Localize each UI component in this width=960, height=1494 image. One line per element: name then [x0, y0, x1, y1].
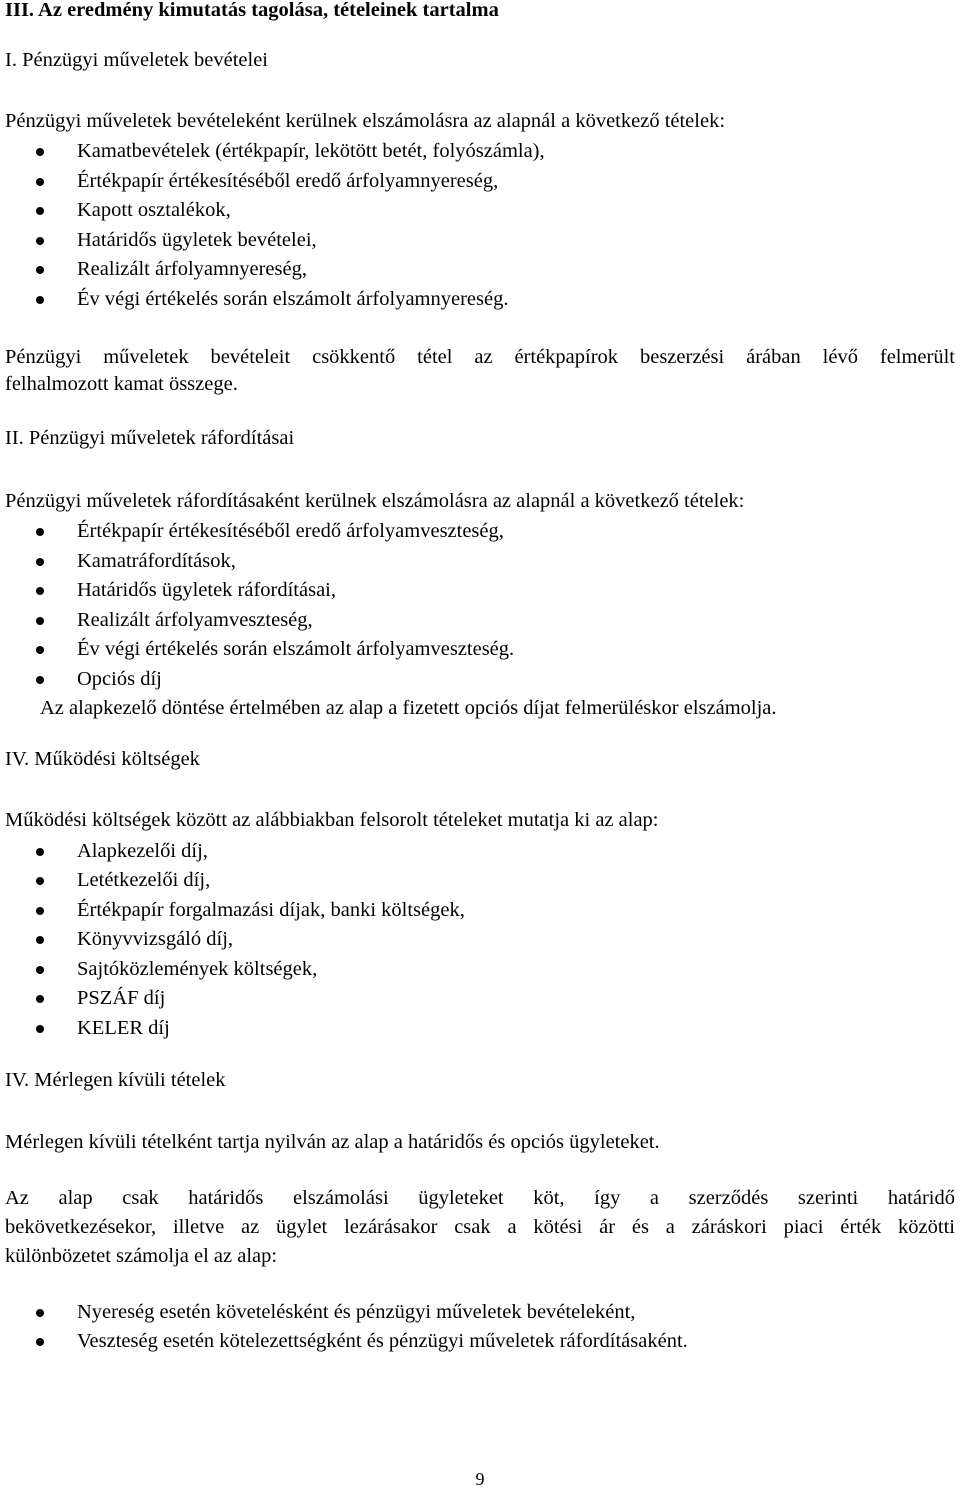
bullet-icon	[36, 1309, 44, 1317]
section-1-title: I. Pénzügyi műveletek bevételei	[5, 49, 268, 71]
list-item: PSZÁF díj	[77, 987, 166, 1009]
list-item: Kamatbevételek (értékpapír, lekötött betét, folyószámla),	[77, 140, 545, 162]
section-4-intro: Mérlegen kívüli tételként tartja nyilván az alap a határidős és opciós ügyleteket.	[5, 1131, 660, 1153]
list-item: Értékpapír forgalmazási díjak, banki költségek,	[77, 899, 465, 921]
section-4-para-line-3: különbözetet számolja el az alap:	[5, 1245, 278, 1267]
list-item: Év végi értékelés során elszámolt árfolyamnyereség.	[77, 288, 509, 310]
list-item: Veszteség esetén kötelezettségként és pénzügyi műveletek ráfordításaként.	[77, 1330, 688, 1352]
section-4-para-line-2: bekövetkezésekor, illetve az ügylet lezárásakor csak a kötési ár és a záráskori piaci érték közötti	[5, 1216, 955, 1238]
list-item: Realizált árfolyamnyereség,	[77, 258, 307, 280]
bullet-icon	[36, 266, 44, 274]
list-item: Értékpapír értékesítéséből eredő árfolyamnyereség,	[77, 170, 499, 192]
list-item: Nyereség esetén követelésként és pénzügyi műveletek bevételeként,	[77, 1301, 636, 1323]
list-item: Kamatráfordítások,	[77, 550, 236, 572]
bullet-icon	[36, 528, 44, 536]
section-3-intro: Működési költségek között az alábbiakban felsorolt tételeket mutatja ki az alap:	[5, 809, 659, 831]
section-3-title: IV. Működési költségek	[5, 748, 200, 770]
bullet-icon	[36, 936, 44, 944]
list-item: Sajtóközlemények költségek,	[77, 958, 318, 980]
section-4-title: IV. Mérlegen kívüli tételek	[5, 1069, 226, 1091]
list-item: KELER díj	[77, 1017, 170, 1039]
bullet-icon	[36, 676, 44, 684]
bullet-icon	[36, 1025, 44, 1033]
bullet-icon	[36, 907, 44, 915]
list-item: Letétkezelői díj,	[77, 869, 211, 891]
section-1-note-line-2: felhalmozott kamat összege.	[5, 373, 238, 395]
bullet-icon	[36, 617, 44, 625]
bullet-icon	[36, 296, 44, 304]
bullet-icon	[36, 148, 44, 156]
bullet-icon	[36, 587, 44, 595]
list-item: Kapott osztalékok,	[77, 199, 231, 221]
bullet-icon	[36, 877, 44, 885]
bullet-icon	[36, 558, 44, 566]
bullet-icon	[36, 995, 44, 1003]
list-item: Opciós díj	[77, 668, 162, 690]
main-heading: III. Az eredmény kimutatás tagolása, tételeinek tartalma	[5, 0, 499, 21]
bullet-icon	[36, 207, 44, 215]
list-item: Alapkezelői díj,	[77, 840, 208, 862]
section-1-note-line-1: Pénzügyi műveletek bevételeit csökkentő tétel az értékpapírok beszerzési árában lévő felmerült	[5, 346, 955, 368]
section-4-para-line-1: Az alap csak határidős elszámolási ügyleteket köt, így a szerződés szerinti határidő	[5, 1187, 955, 1209]
list-item: Realizált árfolyamveszteség,	[77, 609, 313, 631]
bullet-icon	[36, 848, 44, 856]
section-2-intro: Pénzügyi műveletek ráfordításaként kerülnek elszámolásra az alapnál a következő tételek:	[5, 490, 745, 512]
list-item: Év végi értékelés során elszámolt árfolyamveszteség.	[77, 638, 515, 660]
bullet-icon	[36, 1338, 44, 1346]
section-2-option-note: Az alapkezelő döntése értelmében az alap a fizetett opciós díjat felmerüléskor elszámolja.	[40, 697, 777, 719]
bullet-icon	[36, 646, 44, 654]
section-2-title: II. Pénzügyi műveletek ráfordításai	[5, 427, 295, 449]
bullet-icon	[36, 178, 44, 186]
list-item: Könyvvizsgáló díj,	[77, 928, 234, 950]
bullet-icon	[36, 966, 44, 974]
page-number: 9	[475, 1469, 485, 1489]
list-item: Értékpapír értékesítéséből eredő árfolyamveszteség,	[77, 520, 504, 542]
list-item: Határidős ügyletek ráfordításai,	[77, 579, 337, 601]
section-1-intro: Pénzügyi műveletek bevételeként kerülnek elszámolásra az alapnál a következő tételek:	[5, 110, 726, 132]
bullet-icon	[36, 237, 44, 245]
list-item: Határidős ügyletek bevételei,	[77, 229, 317, 251]
